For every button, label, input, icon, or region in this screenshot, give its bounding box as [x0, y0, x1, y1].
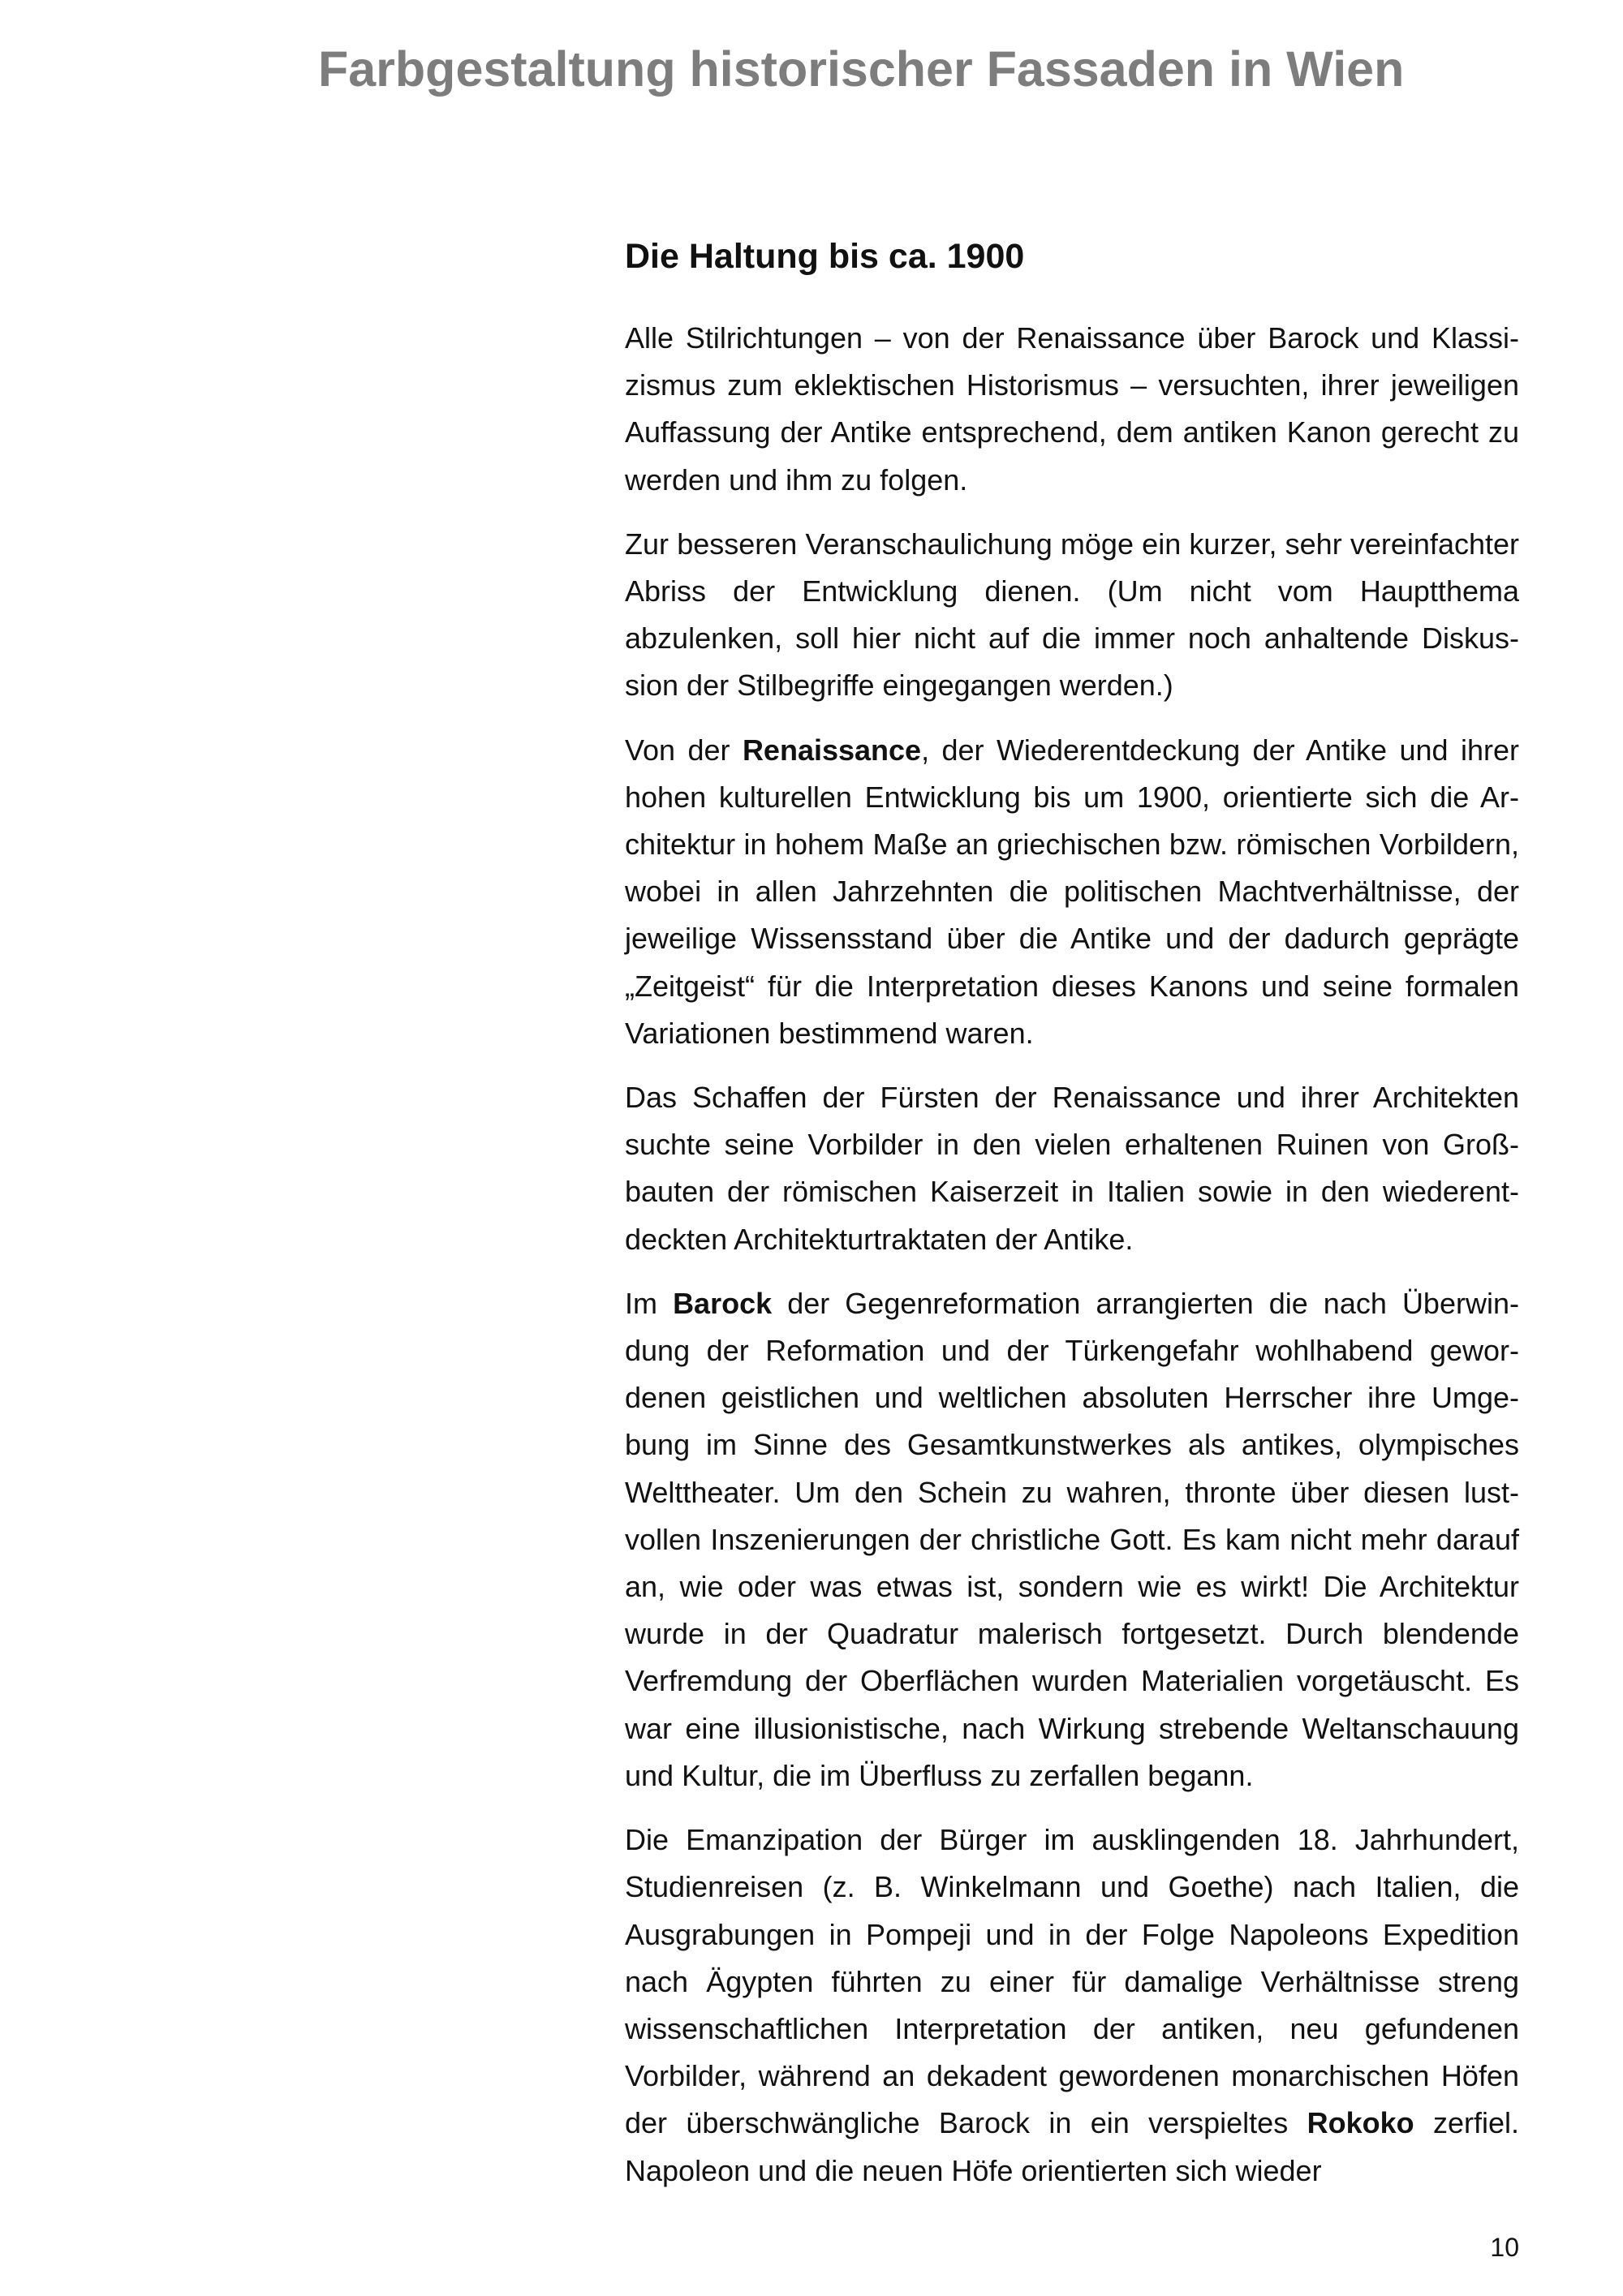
paragraph-renaissance — [625, 727, 1519, 1057]
paragraph-barock-lead: Im — [625, 1286, 674, 1320]
paragraph-overview: Zur besseren Veranschaulichung möge ein kurzer, sehr vereinfachter Abriss der Entwicklung dienen. (Um nicht vom Hauptthema abzulenken, soll hier nicht auf die immer noch anhaltende Diskussion der Stilbegriffe eingegangen werden.) — [625, 527, 1519, 703]
term-barock: Barock — [673, 1286, 773, 1320]
paragraph-intro: Alle Stilrichtungen – von der Renaissance über Barock und Klassizismus zum eklektischen Historismus – versuchten, ihrer jeweiligen Auffassung der Antike entsprechend, dem antiken Kanon gerecht zu werden und ihm zu folgen. — [625, 321, 1519, 497]
paragraph-renaissance-body: , der Wiederentdeckung der Antike und ihrer hohen kulturellen Entwicklung bis um 1900, orientierte sich die Architektur in hohem Maße an griechischen bzw. römischen Vorbildern, wobei in allen Jahrzehnten die politischen Machtverhältnisse, der jeweilige Wissensstand über die Antike und der dadurch geprägte „Zeitgeist“ für die Interpretation dieses Kanons und seine formalen Variationen bestimmend waren. — [625, 733, 1519, 1050]
paragraph-renaissance-architects: Das Schaffen der Fürsten der Renaissance und ihrer Architekten suchte seine Vorbilder in den vielen erhaltenen Ruinen von Großbauten der römischen Kaiserzeit in Italien sowie in den wiederentdeckten Architekturtraktaten der Antike. — [625, 1081, 1519, 1256]
paragraph-rokoko — [625, 1817, 1519, 2195]
section-heading: Die Haltung bis ca. 1900 — [625, 237, 1025, 276]
term-renaissance: Renaissance — [742, 733, 922, 767]
main-content — [625, 229, 1519, 2212]
page-number: 10 — [1490, 2233, 1519, 2262]
paragraph-rokoko-lead: Die Emanzipation der Bürger im ausklingenden 18. Jahrhundert, Studienreisen (z. B. Winkelmann und Goethe) nach Italien, die Ausgrabungen in Pompeji und in der Folge Napoleons Expedition nach Ägypten führten zu einer für damalige Verhältnisse streng wissenschaftlichen Interpretation der antiken, neu gefundenen Vorbilder, während an dekadent gewordenen monarchischen Höfen der überschwängliche Barock in ein verspieltes — [625, 1823, 1519, 2140]
paragraph-rokoko-tail: zerfiel. Napoleon und die neuen Höfe orientierten sich wieder — [625, 2106, 1519, 2187]
paragraph-barock — [625, 1280, 1519, 1799]
paragraph-barock-body: der Gegenreformation arrangierten die nach Überwindung der Reformation und der Türkengefahr wohlhabend gewordenen geistlichen und weltlichen absoluten Herrscher ihre Umgebung im Sinne des Gesamtkunstwerkes als antikes, olympisches Welttheater. Um den Schein zu wahren, thronte über diesen lustvollen Inszenierungen der christliche Gott. Es kam nicht mehr darauf an, wie oder was etwas ist, sondern wie es wirkt! Die Architektur wurde in der Quadratur malerisch fortgesetzt. Durch blendende Verfremdung der Oberflächen wurden Materialien vorgetäuscht. Es war eine illusionistische, nach Wirkung strebende Weltanschauung und Kultur, die im Überfluss zu zerfallen begann. — [625, 1286, 1519, 1792]
running-header-title: Farbgestaltung historischer Fassaden in Wien — [318, 41, 1405, 97]
term-rokoko: Rokoko — [1307, 2106, 1414, 2140]
paragraph-renaissance-lead: Von der — [625, 733, 743, 767]
